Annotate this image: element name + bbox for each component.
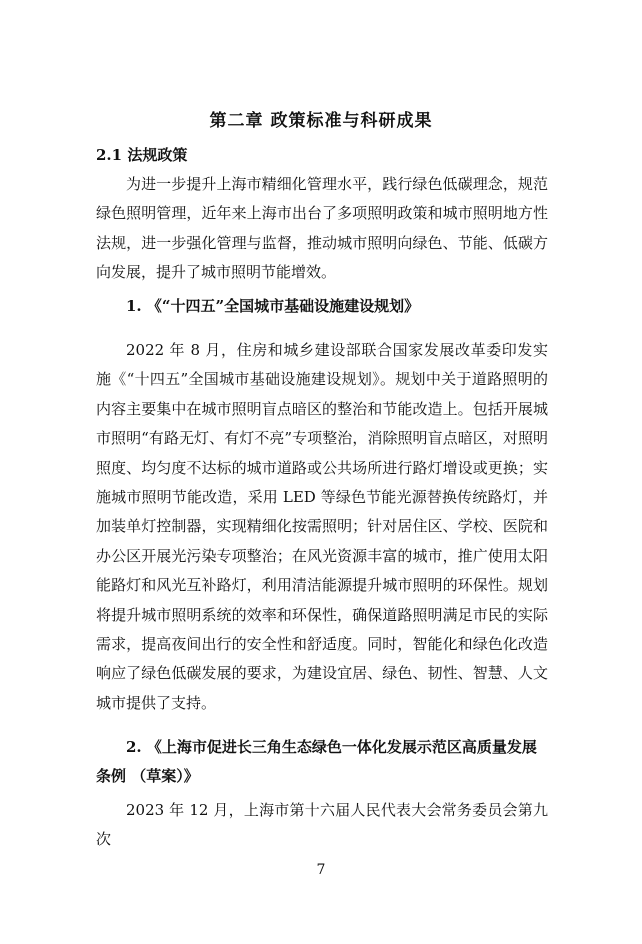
section-intro-paragraph: 为进一步提升上海市精细化管理水平，践行绿色低碳理念，规范绿色照明管理，近年来上海市出台了多项照明政策和城市照明地方性法规，进一步强化管理与监督，推动城市照明向绿色、节能、低碳方向发展，提升了城市照明节能增效。 <box>96 175 548 282</box>
page-number: 7 <box>316 862 326 878</box>
item-heading-2: 2. 《上海市促进长三角生态绿色一体化发展示范区高质量发展条例 （草案）》 <box>96 738 537 786</box>
chapter-title: 第二章 政策标准与科研成果 <box>209 111 433 131</box>
item-heading-1: 1. 《“十四五”全国城市基础设施建设规划》 <box>126 297 420 315</box>
item-body-1: 2022 年 8 月，住房和城乡建设部联合国家发展改革委印发实施《“十四五”全国城市基础设施建设规划》。规划中关于道路照明的内容主要集中在城市照明盲点暗区的整治和节能改造上。包括开展城市照明“有路无灯、有灯不亮”专项整治，消除照明盲点暗区，对照明照度、均匀度不达标的城市道路或公共场所进行路灯增设或更换；实施城市照明节能改造，采用 LED 等绿色节能光源替换传统路灯，并加装单灯控制器，实现精细化按需照明；针对居住区、学校、医院和办公区开展光污染专项整治；在风光资源丰富的城市，推广使用太阳能路灯和风光互补路灯，利用清洁能源提升城市照明的环保性。规划将提升城市照明系统的效率和环保性，确保道路照明满足市民的实际需求，提高夜间出行的安全性和舒适度。同时，智能化和绿色化改造响应了绿色低碳发展的要求，为建设宜居、绿色、韧性、智慧、人文城市提供了支持。 <box>96 341 548 712</box>
section-heading: 2.1 法规政策 <box>96 146 188 164</box>
item-body-2: 2023 年 12 月，上海市第十六届人民代表大会常务委员会第九次 <box>96 801 548 849</box>
